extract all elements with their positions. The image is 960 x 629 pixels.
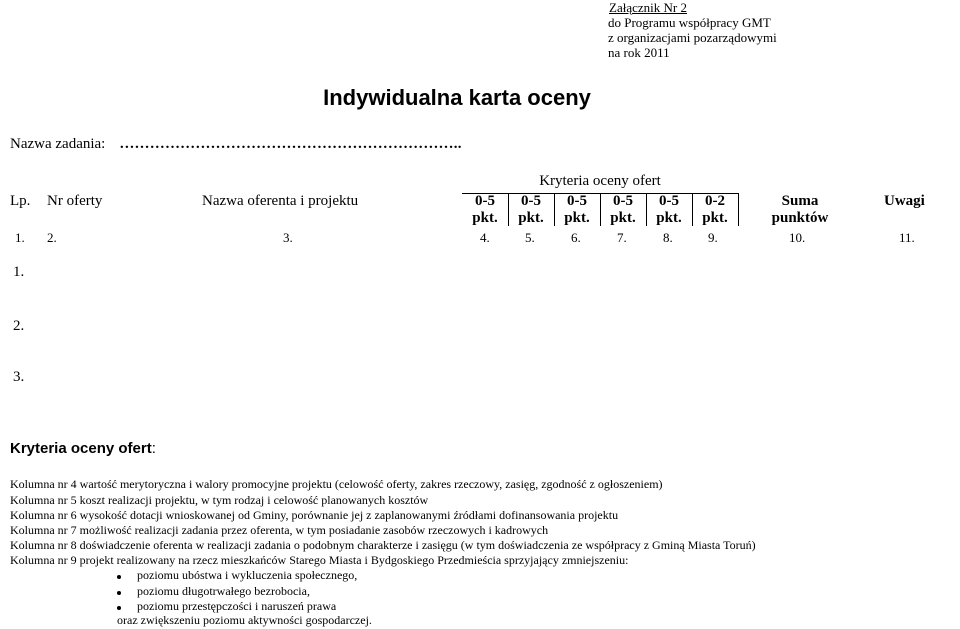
criteria-heading (10, 440, 156, 457)
criteria-line: Kolumna nr 5 koszt realizacji projektu, w tym rodzaj i celowość planowanych kosztów (10, 493, 429, 507)
annex-line: do Programu współpracy GMT (608, 15, 771, 30)
criteria-line: Kolumna nr 6 wysokość dotacji wnioskowanej od Gminy, porównanie jej z zaplanowanymi źródłami dofinansowania projektu (10, 508, 619, 522)
row-number: 3. (13, 369, 25, 385)
score-unit: pkt. (518, 210, 544, 226)
score-range: 0-2 (705, 193, 725, 209)
column-number: 9. (708, 230, 718, 245)
score-unit: pkt. (702, 210, 728, 226)
task-name-row (10, 136, 462, 153)
score-header-9 (692, 193, 738, 227)
header-punktow: punktów (771, 210, 829, 226)
score-unit: pkt. (472, 210, 498, 226)
task-name-dots: ………………………………………………………….. (119, 136, 462, 152)
column-number: 10. (789, 230, 806, 245)
header-suma: Suma (781, 193, 819, 209)
score-header-7 (600, 193, 646, 227)
column-number: 5. (525, 230, 535, 245)
criteria-line: Kolumna nr 9 projekt realizowany na rzecz mieszkańców Starego Miasta i Bydgoskiego Przedmieścia sprzyjający zmniejszeniu: (10, 553, 629, 567)
criteria-line: Kolumna nr 8 doświadczenie oferenta w realizacji zadania o podobnym charakterze i zasięgu (w tym doświadczenia ze współpracy z Gminą Miasta Toruń) (10, 538, 756, 552)
criteria-bullet: poziomu przestępczości i naruszeń prawa (137, 599, 337, 613)
column-number: 11. (899, 230, 915, 245)
criteria-bullet: poziomu długotrwałego bezrobocia, (137, 584, 310, 598)
score-range: 0-5 (659, 193, 679, 209)
header-nazwa-oferenta: Nazwa oferenta i projektu (202, 193, 359, 209)
score-unit: pkt. (564, 210, 590, 226)
criteria-heading-colon: : (151, 440, 156, 457)
score-unit: pkt. (656, 210, 682, 226)
bullet-icon (117, 591, 121, 595)
bullet-icon (117, 575, 121, 579)
score-range: 0-5 (521, 193, 541, 209)
score-unit: pkt. (610, 210, 636, 226)
column-number: 8. (663, 230, 673, 245)
row-number: 2. (13, 318, 25, 334)
score-header-8 (646, 193, 692, 227)
score-range: 0-5 (567, 193, 587, 209)
score-header-4 (462, 193, 508, 227)
header-nr-oferty: Nr oferty (47, 193, 103, 209)
column-number: 6. (571, 230, 581, 245)
annex-line: na rok 2011 (608, 45, 670, 60)
annex-title: Załącznik Nr 2 (609, 0, 687, 15)
column-divider (738, 193, 739, 226)
page-title: Indywidualna karta oceny (323, 85, 591, 110)
criteria-closing: oraz zwiększeniu poziomu aktywności gospodarczej. (117, 613, 372, 627)
criteria-heading-text: Kryteria oceny ofert (10, 440, 152, 457)
column-number: 4. (480, 230, 490, 245)
row-number: 1. (13, 264, 25, 280)
score-header-5 (508, 193, 554, 227)
header-suma-punktow (760, 193, 840, 227)
header-lp: Lp. (10, 193, 31, 209)
bullet-icon (117, 606, 121, 610)
criteria-line: Kolumna nr 4 wartość merytoryczna i walory promocyjne projektu (celowość oferty, zakres rzeczowy, zasięg, zgodność z ogłoszeniem) (10, 477, 663, 491)
annex-header (608, 0, 777, 60)
header-kryteria: Kryteria oceny ofert (539, 173, 661, 189)
score-header-6 (554, 193, 600, 227)
criteria-line: Kolumna nr 7 możliwość realizacji zadania przez oferenta, w tym posiadanie zasobów rzeczowych i kadrowych (10, 523, 549, 537)
score-range: 0-5 (475, 193, 495, 209)
task-name-label: Nazwa zadania: (10, 136, 106, 152)
annex-line: z organizacjami pozarządowymi (608, 30, 777, 45)
score-range: 0-5 (613, 193, 633, 209)
column-number: 7. (617, 230, 627, 245)
column-number: 1. (15, 230, 25, 245)
column-number: 2. (47, 230, 57, 245)
header-uwagi: Uwagi (884, 193, 925, 209)
column-number: 3. (283, 230, 293, 245)
criteria-bullet: poziomu ubóstwa i wykluczenia społecznego, (137, 568, 358, 582)
